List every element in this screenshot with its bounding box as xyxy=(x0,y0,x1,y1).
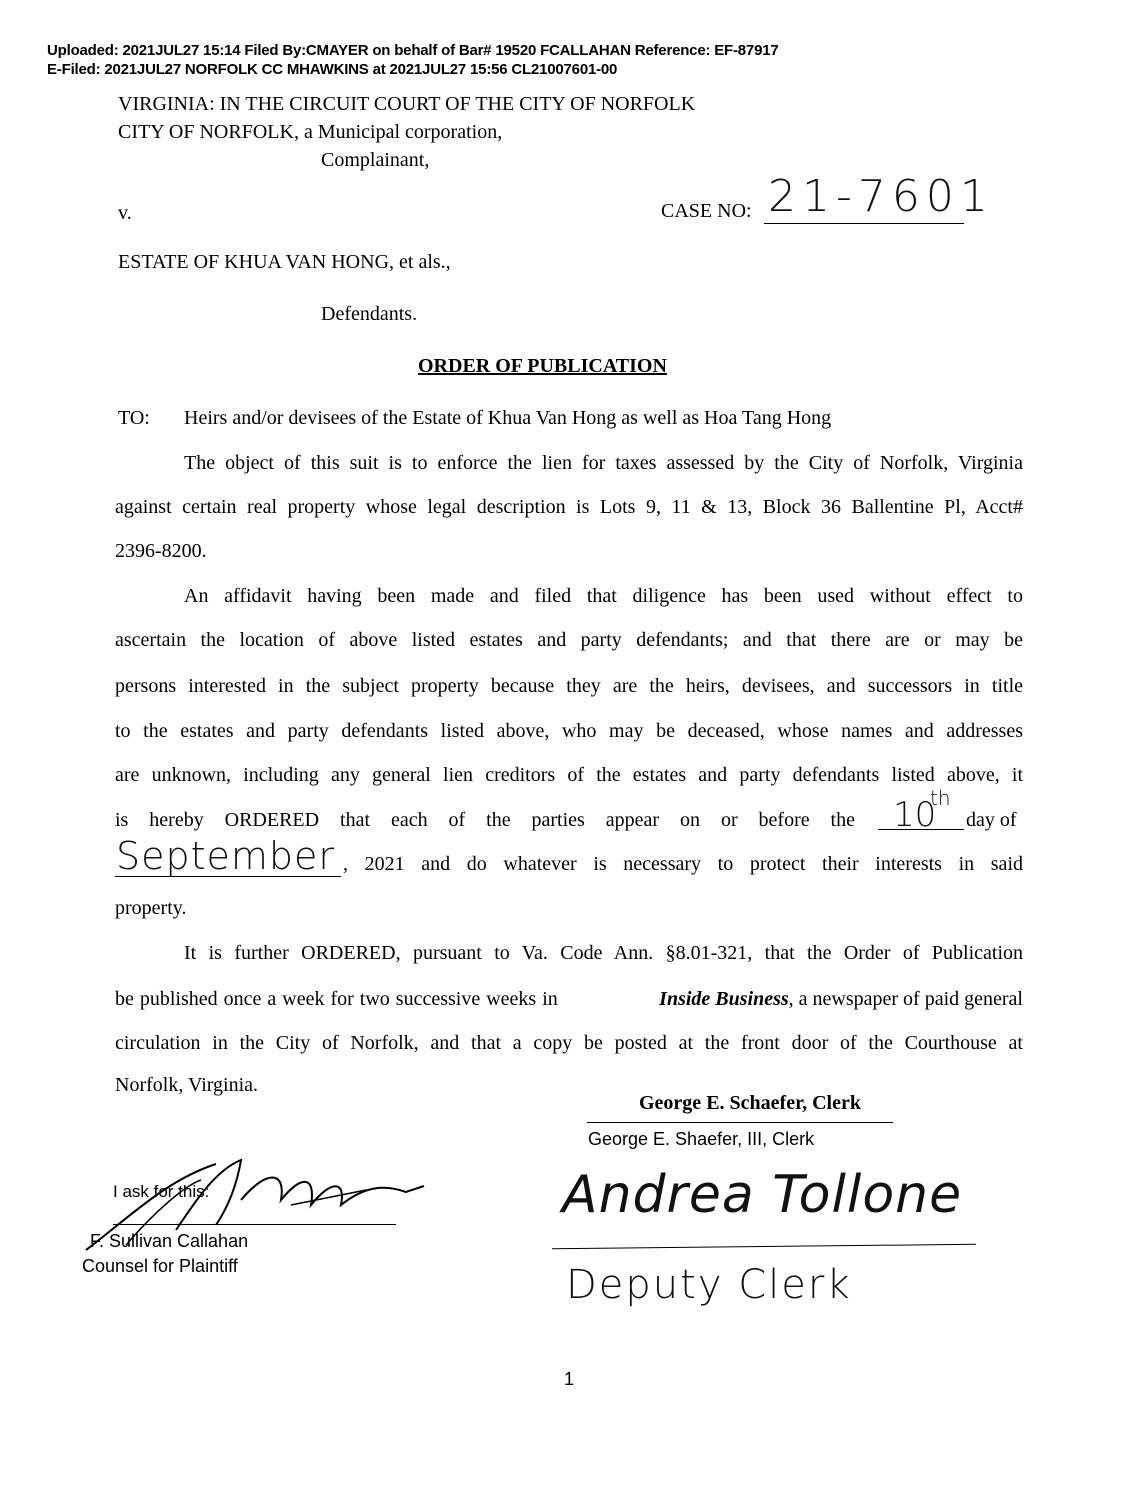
counsel-signature-line xyxy=(113,1224,396,1225)
paragraph3-line2 xyxy=(115,988,1023,1011)
clerk-stamp-name: George E. Schaefer, Clerk xyxy=(639,1092,861,1114)
day-underline xyxy=(878,829,964,830)
clerk-signature-line xyxy=(587,1122,893,1123)
defendant-role: Defendants. xyxy=(321,303,418,325)
deputy-signature: Andrea Tollone xyxy=(562,1165,963,1225)
paragraph2-line4: to the estates and party defendants listed above, who may be deceased, whose names and addresses xyxy=(115,720,1023,742)
counsel-title: Counsel for Plaintiff xyxy=(82,1256,238,1276)
efiling-line: E-Filed: 2021JUL27 NORFOLK CC MHAWKINS at 2021JUL27 15:56 CL21007601-00 xyxy=(47,61,618,78)
case-number-label: CASE NO: xyxy=(661,200,752,222)
deputy-signature-line xyxy=(552,1244,976,1249)
counsel-name: F. Sullivan Callahan xyxy=(90,1231,249,1251)
versus: v. xyxy=(118,202,132,224)
paragraph3-line2-before: be published once a week for two successive weeks in xyxy=(115,988,564,1010)
paragraph3-line1: It is further ORDERED, pursuant to Va. Code Ann. §8.01-321, that the Order of Publication xyxy=(184,942,1023,964)
month-handwritten: September xyxy=(116,834,336,878)
case-number-underline xyxy=(764,223,964,224)
paragraph1-line2: against certain real property whose legal description is Lots 9, 11 & 13, Block 36 Ballentine Pl, Acct# xyxy=(115,496,1023,518)
ask-for-this-text: I ask for this: xyxy=(113,1182,210,1201)
paragraph3-line2-after: , a newspaper of paid general xyxy=(788,988,1023,1010)
newspaper-name: Inside Business xyxy=(659,988,789,1010)
to-label: TO: xyxy=(118,407,150,429)
paragraph2-line8: property. xyxy=(115,897,187,919)
paragraph3-line3: circulation in the City of Norfolk, and that a copy be posted at the front door of the Courthouse at xyxy=(115,1032,1023,1054)
day-handwritten: 10 xyxy=(893,795,937,835)
document-title: ORDER OF PUBLICATION xyxy=(418,355,667,377)
plaintiff-name: CITY OF NORFOLK, a Municipal corporation, xyxy=(118,121,503,143)
clerk-typed-name: George E. Shaefer, III, Clerk xyxy=(588,1129,815,1149)
defendant-name: ESTATE OF KHUA VAN HONG, et als., xyxy=(118,251,451,273)
court-name: VIRGINIA: IN THE CIRCUIT COURT OF THE CITY OF NORFOLK xyxy=(118,93,696,115)
paragraph1-line3: 2396-8200. xyxy=(115,540,207,562)
paragraph2-line3: persons interested in the subject property because they are the heirs, devisees, and successors in title xyxy=(115,675,1023,697)
paragraph2-line1: An affidavit having been made and filed that diligence has been used without effect to xyxy=(184,585,1023,607)
to-recipients: Heirs and/or devisees of the Estate of Khua Van Hong as well as Hoa Tang Hong xyxy=(184,407,832,429)
month-underline xyxy=(115,876,341,877)
filing-upload-line: Uploaded: 2021JUL27 15:14 Filed By:CMAYER on behalf of Bar# 19520 FCALLAHAN Reference: EF-87917 xyxy=(47,42,779,59)
paragraph2-line6: is hereby ORDERED that each of the parties appear on or before the xyxy=(115,809,855,831)
deputy-title-handwritten: Deputy Clerk xyxy=(566,1262,852,1308)
day-of-text: day of xyxy=(966,809,1017,831)
day-suffix-handwritten: th xyxy=(930,786,951,810)
paragraph1-line1: The object of this suit is to enforce the lien for taxes assessed by the City of Norfolk, Virginia xyxy=(184,452,1023,474)
paragraph2-line5: are unknown, including any general lien creditors of the estates and party defendants listed above, it xyxy=(115,764,1023,786)
paragraph2-line7: , 2021 and do whatever is necessary to protect their interests in said xyxy=(343,853,1023,875)
paragraph3-line4: Norfolk, Virginia. xyxy=(115,1074,259,1096)
case-number-handwritten: 21-7601 xyxy=(768,171,994,222)
paragraph2-line2: ascertain the location of above listed estates and party defendants; and that there are or may be xyxy=(115,629,1023,651)
plaintiff-role: Complainant, xyxy=(321,149,430,171)
page-number: 1 xyxy=(564,1369,575,1389)
